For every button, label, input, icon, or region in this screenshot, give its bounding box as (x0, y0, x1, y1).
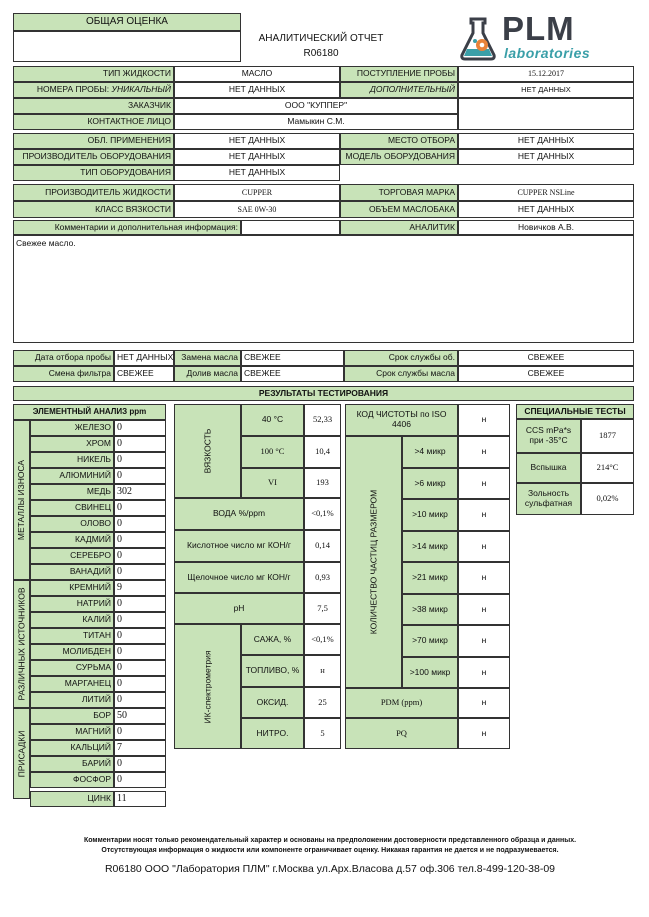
element-name: ЛИТИЙ (30, 692, 114, 708)
element-name: ЦИНК (30, 791, 114, 807)
filter-change-label: Смена фильтра (13, 366, 114, 382)
base-number-value: 0,93 (304, 562, 341, 593)
particle-size-label: >21 микр (402, 562, 458, 594)
overall-assessment-header: ОБЩАЯ ОЦЕНКА (13, 13, 241, 31)
element-name: БОР (30, 708, 114, 724)
element-name: МАРГАНЕЦ (30, 676, 114, 692)
topup-label: Долив масла (174, 366, 241, 382)
sampling-place-label: МЕСТО ОТБОРА (340, 133, 458, 149)
special-tests-title: СПЕЦИАЛЬНЫЕ ТЕСТЫ (516, 404, 634, 419)
footer-address: R06180 ООО "Лаборатория ПЛМ" г.Москва ул.Арх.Власова д.57 оф.306 тел.8-499-120-38-09 (104, 863, 556, 875)
analyst-value: Новичков А.В. (458, 220, 634, 235)
oil-change-label: Замена масла (174, 350, 241, 366)
fuel-label: ТОПЛИВО, % (241, 655, 304, 687)
flash-point-label: Вспышка (516, 453, 581, 483)
element-value: 0 (114, 772, 166, 788)
group-wear-metals: МЕТАЛЛЫ ИЗНОСА (13, 420, 30, 580)
base-number-label: Щелочное число мг КОН/г (174, 562, 304, 593)
element-value: 0 (114, 500, 166, 516)
soot-value: <0,1% (304, 624, 341, 655)
nitration-label: НИТРО. (241, 718, 304, 749)
visc-40-label: 40 °C (241, 404, 304, 436)
report-title-block (241, 28, 401, 64)
element-value: 9 (114, 580, 166, 596)
particle-count-value: н (458, 594, 510, 625)
equipment-maker-value: НЕТ ДАННЫХ (174, 149, 340, 165)
sump-volume-label: ОБЪЕМ МАСЛОБАКА (340, 201, 458, 218)
particle-count-value: н (458, 499, 510, 531)
iso-code-value: н (458, 404, 510, 436)
element-value: 0 (114, 756, 166, 772)
element-name: СВИНЕЦ (30, 500, 114, 516)
element-name: ХРОМ (30, 436, 114, 452)
ir-spectrometry-group: ИК-спектрометрия (174, 624, 241, 749)
particle-count-value: н (458, 531, 510, 562)
equipment-model-label: МОДЕЛЬ ОБОРУДОВАНИЯ (340, 149, 458, 165)
element-name: КРЕМНИЙ (30, 580, 114, 596)
ph-value: 7,5 (304, 593, 341, 624)
application-area-value: НЕТ ДАННЫХ (174, 133, 340, 149)
received-value: 15.12.2017 (458, 66, 634, 82)
element-name: ОЛОВО (30, 516, 114, 532)
sample-number-label: НОМЕРА ПРОБЫ: УНИКАЛЬНЫЙ (13, 82, 174, 98)
brand-label: ТОРГОВАЯ МАРКА (340, 184, 458, 201)
element-name: ЖЕЛЕЗО (30, 420, 114, 436)
element-value: 0 (114, 612, 166, 628)
brand-value: CUPPER NSLine (458, 184, 634, 201)
sulfated-ash-label: Зольность сульфатная (516, 483, 581, 515)
water-label: ВОДА %/ppm (174, 498, 304, 530)
pq-value: н (458, 718, 510, 749)
equipment-life-label: Срок службы об. (344, 350, 458, 366)
comment-text-area: Свежее масло. (13, 235, 634, 343)
additional-value: НЕТ ДАННЫХ (458, 82, 634, 98)
fuel-value: н (304, 655, 341, 687)
element-value: 0 (114, 532, 166, 548)
fluid-type-value: МАСЛО (174, 66, 340, 82)
ccs-label: CCS mPa*s при -35°C (516, 419, 581, 453)
sample-date-value: НЕТ ДАННЫХ (114, 350, 174, 366)
report-number: R06180 (303, 48, 339, 59)
group-additives: ПРИСАДКИ (13, 708, 30, 799)
particle-size-label: >14 микр (402, 531, 458, 562)
element-value: 7 (114, 740, 166, 756)
sampling-place-value: НЕТ ДАННЫХ (458, 133, 634, 149)
particle-size-label: >4 микр (402, 436, 458, 468)
elements-title: ЭЛЕМЕНТНЫЙ АНАЛИЗ ppm (13, 404, 166, 420)
overall-assessment-box (13, 31, 241, 62)
element-value: 11 (114, 791, 166, 807)
iso-code-label: КОД ЧИСТОТЫ по ISO 4406 (345, 404, 458, 436)
element-name: ТИТАН (30, 628, 114, 644)
viscosity-group: ВЯЗКОСТЬ (174, 404, 241, 498)
particle-count-value: н (458, 657, 510, 688)
element-name: КАЛИЙ (30, 612, 114, 628)
element-name: АЛЮМИНИЙ (30, 468, 114, 484)
pdm-value: н (458, 688, 510, 718)
particle-count-value: н (458, 436, 510, 468)
visc-40-value: 52,33 (304, 404, 341, 436)
element-value: 0 (114, 452, 166, 468)
disclaimer-line-2: Отсутствующая информация о жидкости или компоненте ограничивает оценку. Никакая гарантия не дается и не подразумевается. (101, 847, 559, 854)
element-value: 0 (114, 516, 166, 532)
element-value: 0 (114, 564, 166, 580)
element-value: 0 (114, 548, 166, 564)
pq-label: PQ (345, 718, 458, 749)
received-label: ПОСТУПЛЕНИЕ ПРОБЫ (340, 66, 458, 82)
ccs-value: 1877 (581, 419, 634, 453)
filter-change-value: СВЕЖЕЕ (114, 366, 174, 382)
contact-label: КОНТАКТНОЕ ЛИЦО (13, 114, 174, 130)
info-blank-cell (458, 98, 634, 130)
element-value: 0 (114, 436, 166, 452)
oil-life-value: СВЕЖЕЕ (458, 366, 634, 382)
ph-label: pH (174, 593, 304, 624)
visc-index-value: 193 (304, 468, 341, 498)
equipment-life-value: СВЕЖЕЕ (458, 350, 634, 366)
equipment-model-value: НЕТ ДАННЫХ (458, 149, 634, 165)
element-value: 0 (114, 692, 166, 708)
element-value: 0 (114, 468, 166, 484)
pdm-label: PDM (ppm) (345, 688, 458, 718)
particle-size-label: >70 микр (402, 625, 458, 657)
oxidation-label: ОКСИД. (241, 687, 304, 718)
element-name: СУРЬМА (30, 660, 114, 676)
particle-count-value: н (458, 562, 510, 594)
sulfated-ash-value: 0,02% (581, 483, 634, 515)
soot-label: САЖА, % (241, 624, 304, 655)
contact-value: Мамыкин С.М. (174, 114, 458, 130)
report-title: АНАЛИТИЧЕСКИЙ ОТЧЕТ (258, 33, 384, 44)
customer-value: ООО "КУППЕР" (174, 98, 458, 114)
element-value: 0 (114, 676, 166, 692)
disclaimer-line-1: Комментарии носят только рекомендательный характер и основаны на предположении достоверности представленного образца и данных. (83, 837, 577, 844)
element-value: 0 (114, 420, 166, 436)
particle-size-label: >38 микр (402, 594, 458, 625)
element-value: 0 (114, 660, 166, 676)
logo-text-main: PLM (502, 10, 575, 47)
element-name: КАДМИЙ (30, 532, 114, 548)
water-value: <0,1% (304, 498, 341, 530)
topup-value: СВЕЖЕЕ (241, 366, 344, 382)
element-name: НАТРИЙ (30, 596, 114, 612)
additional-label: ДОПОЛНИТЕЛЬНЫЙ (340, 82, 458, 98)
particle-count-group: КОЛИЧЕСТВО ЧАСТИЦ РАЗМЕРОМ (345, 436, 402, 688)
logo-text-sub: laboratories (504, 45, 591, 61)
visc-100-label: 100 °C (241, 436, 304, 468)
fluid-type-label: ТИП ЖИДКОСТИ (13, 66, 174, 82)
oil-life-label: Срок службы масла (344, 366, 458, 382)
element-name: МЕДЬ (30, 484, 114, 500)
visc-100-value: 10,4 (304, 436, 341, 468)
sump-volume-value: НЕТ ДАННЫХ (458, 201, 634, 218)
fluid-maker-value: CUPPER (174, 184, 340, 201)
acid-number-value: 0,14 (304, 530, 341, 562)
element-value: 0 (114, 628, 166, 644)
element-value: 0 (114, 724, 166, 740)
element-name: ФОСФОР (30, 772, 114, 788)
visc-index-label: VI (241, 468, 304, 498)
element-value: 50 (114, 708, 166, 724)
plm-logo (458, 10, 633, 63)
element-name: МОЛИБДЕН (30, 644, 114, 660)
group-various-sources: РАЗЛИЧНЫХ ИСТОЧНИКОВ (13, 580, 30, 708)
analyst-label: АНАЛИТИК (340, 220, 458, 235)
element-value: 0 (114, 644, 166, 660)
viscosity-class-label: КЛАСС ВЯЗКОСТИ (13, 201, 174, 218)
element-name: СЕРЕБРО (30, 548, 114, 564)
flash-point-value: 214°C (581, 453, 634, 483)
oxidation-value: 25 (304, 687, 341, 718)
element-value: 302 (114, 484, 166, 500)
element-value: 0 (114, 596, 166, 612)
equipment-type-label: ТИП ОБОРУДОВАНИЯ (13, 165, 174, 181)
disclaimer (40, 836, 620, 856)
comments-label: Комментарии и дополнительная информация: (13, 220, 241, 235)
element-name: БАРИЙ (30, 756, 114, 772)
element-name: КАЛЬЦИЙ (30, 740, 114, 756)
particle-count-value: н (458, 468, 510, 499)
comments-blank (241, 220, 340, 235)
particle-count-value: н (458, 625, 510, 657)
viscosity-class-value: SAE 0W-30 (174, 201, 340, 218)
element-name: НИКЕЛЬ (30, 452, 114, 468)
flask-icon (458, 15, 498, 61)
equipment-type-value: НЕТ ДАННЫХ (174, 165, 340, 181)
particle-size-label: >100 микр (402, 657, 458, 688)
application-area-label: ОБЛ. ПРИМЕНЕНИЯ (13, 133, 174, 149)
equipment-maker-label: ПРОИЗВОДИТЕЛЬ ОБОРУДОВАНИЯ (13, 149, 174, 165)
customer-label: ЗАКАЗЧИК (13, 98, 174, 114)
oil-change-value: СВЕЖЕЕ (241, 350, 344, 366)
particle-size-label: >6 микр (402, 468, 458, 499)
results-title: РЕЗУЛЬТАТЫ ТЕСТИРОВАНИЯ (13, 386, 634, 401)
acid-number-label: Кислотное число мг КОН/г (174, 530, 304, 562)
fluid-maker-label: ПРОИЗВОДИТЕЛЬ ЖИДКОСТИ (13, 184, 174, 201)
sample-number-value: НЕТ ДАННЫХ (174, 82, 340, 98)
sample-date-label: Дата отбора пробы (13, 350, 114, 366)
element-name: МАГНИЙ (30, 724, 114, 740)
particle-size-label: >10 микр (402, 499, 458, 531)
nitration-value: 5 (304, 718, 341, 749)
element-name: ВАНАДИЙ (30, 564, 114, 580)
